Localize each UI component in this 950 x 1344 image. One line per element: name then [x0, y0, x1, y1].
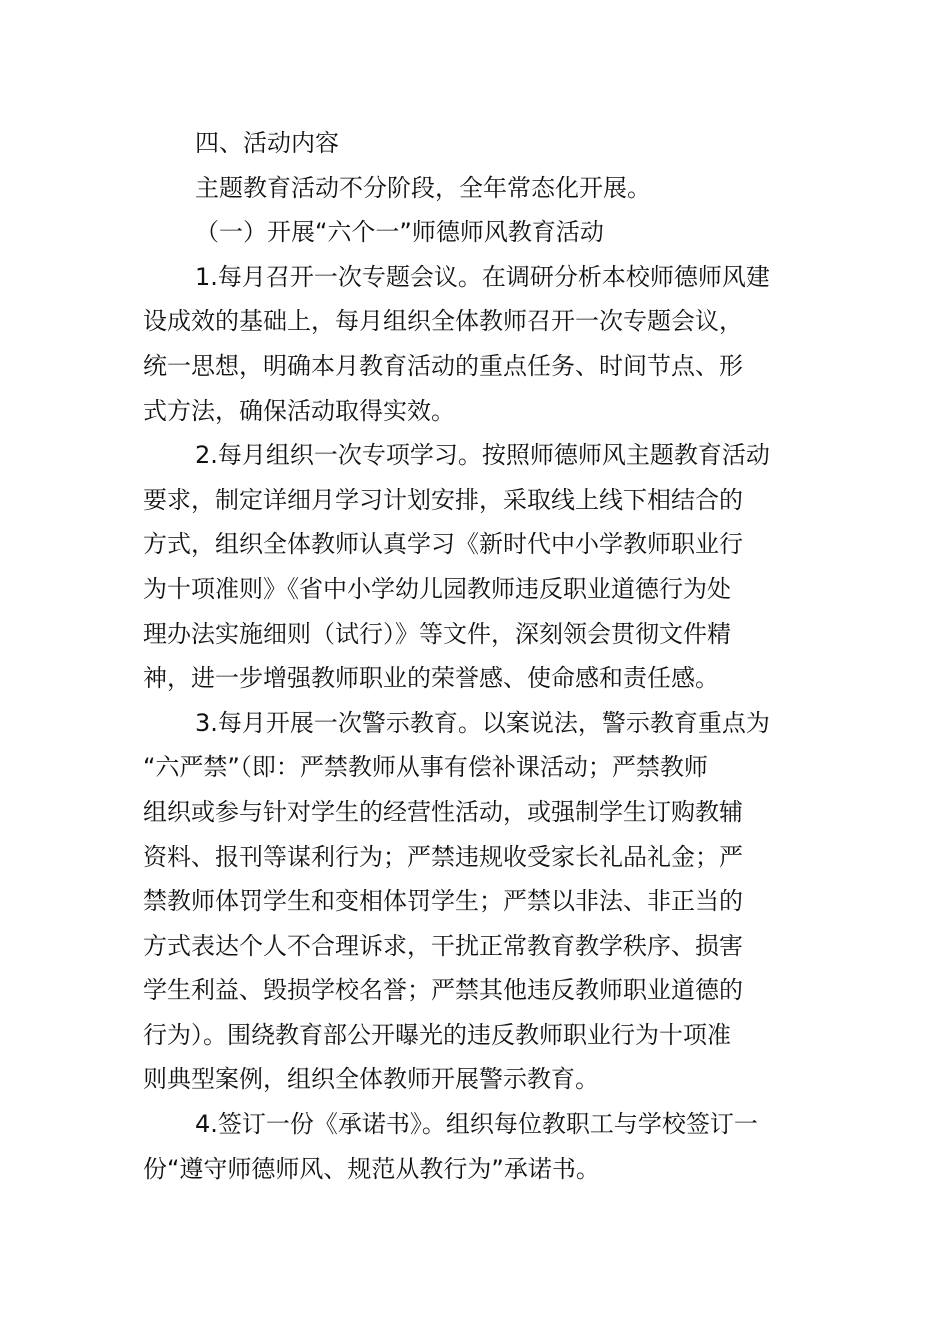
paragraph-first-line: （一）开展“六个一”师德师风教育活动 — [195, 218, 604, 247]
paragraph-line: 学生利益、毁损学校名誉；严禁其他违反教师职业道德的 — [143, 976, 743, 1005]
paragraph-first-line: 3.每月开展一次警示教育。以案说法，警示教育重点为 — [195, 708, 770, 737]
paragraph-line: 份“遵守师德师风、规范从教行为”承诺书。 — [143, 1154, 600, 1183]
document-body — [143, 121, 811, 1191]
paragraph-first-line: 四、活动内容 — [195, 129, 339, 157]
paragraph-line: 组织或参与针对学生的经营性活动，或强制学生订购教辅 — [143, 797, 743, 826]
paragraph-line: 统一思想，明确本月教育活动的重点任务、时间节点、形 — [143, 351, 743, 380]
paragraph-line: 要求，制定详细月学习计划安排，采取线上线下相结合的 — [143, 485, 743, 514]
paragraph-line: 式方法，确保活动取得实效。 — [143, 396, 455, 425]
paragraph-line: 设成效的基础上，每月组织全体教师召开一次专题会议， — [143, 307, 743, 336]
paragraph-line: 方式，组织全体教师认真学习《新时代中小学教师职业行 — [143, 530, 743, 559]
paragraph-first-line: 主题教育活动不分阶段，全年常态化开展。 — [195, 173, 651, 202]
paragraph-line: 神，进一步增强教师职业的荣誉感、使命感和责任感。 — [143, 664, 719, 693]
paragraph-first-line: 1.每月召开一次专题会议。在调研分析本校师德师风建 — [195, 262, 770, 291]
paragraph-line: 禁教师体罚学生和变相体罚学生；严禁以非法、非正当的 — [143, 887, 743, 916]
paragraph-line: 则典型案例，组织全体教师开展警示教育。 — [143, 1065, 599, 1094]
paragraph-line: 为十项准则》《省中小学幼儿园教师违反职业道德行为处 — [143, 574, 731, 603]
paragraph-line: 行为）。围绕教育部公开曝光的违反教师职业行为十项准 — [143, 1020, 731, 1049]
paragraph-line: “六严禁”（即：严禁教师从事有偿补课活动；严禁教师 — [143, 753, 708, 782]
paragraph-line: 方式表达个人不合理诉求，干扰正常教育教学秩序、损害 — [143, 931, 743, 960]
paragraph-first-line: 4.签订一份《承诺书》。组织每位教职工与学校签订一 — [195, 1110, 758, 1139]
paragraph-line: 理办法实施细则（试行）》等文件，深刻领会贯彻文件精 — [143, 619, 731, 648]
paragraph-line: 资料、报刊等谋利行为；严禁违规收受家长礼品礼金；严 — [143, 842, 743, 871]
paragraph-first-line: 2.每月组织一次专项学习。按照师德师风主题教育活动 — [195, 441, 770, 470]
